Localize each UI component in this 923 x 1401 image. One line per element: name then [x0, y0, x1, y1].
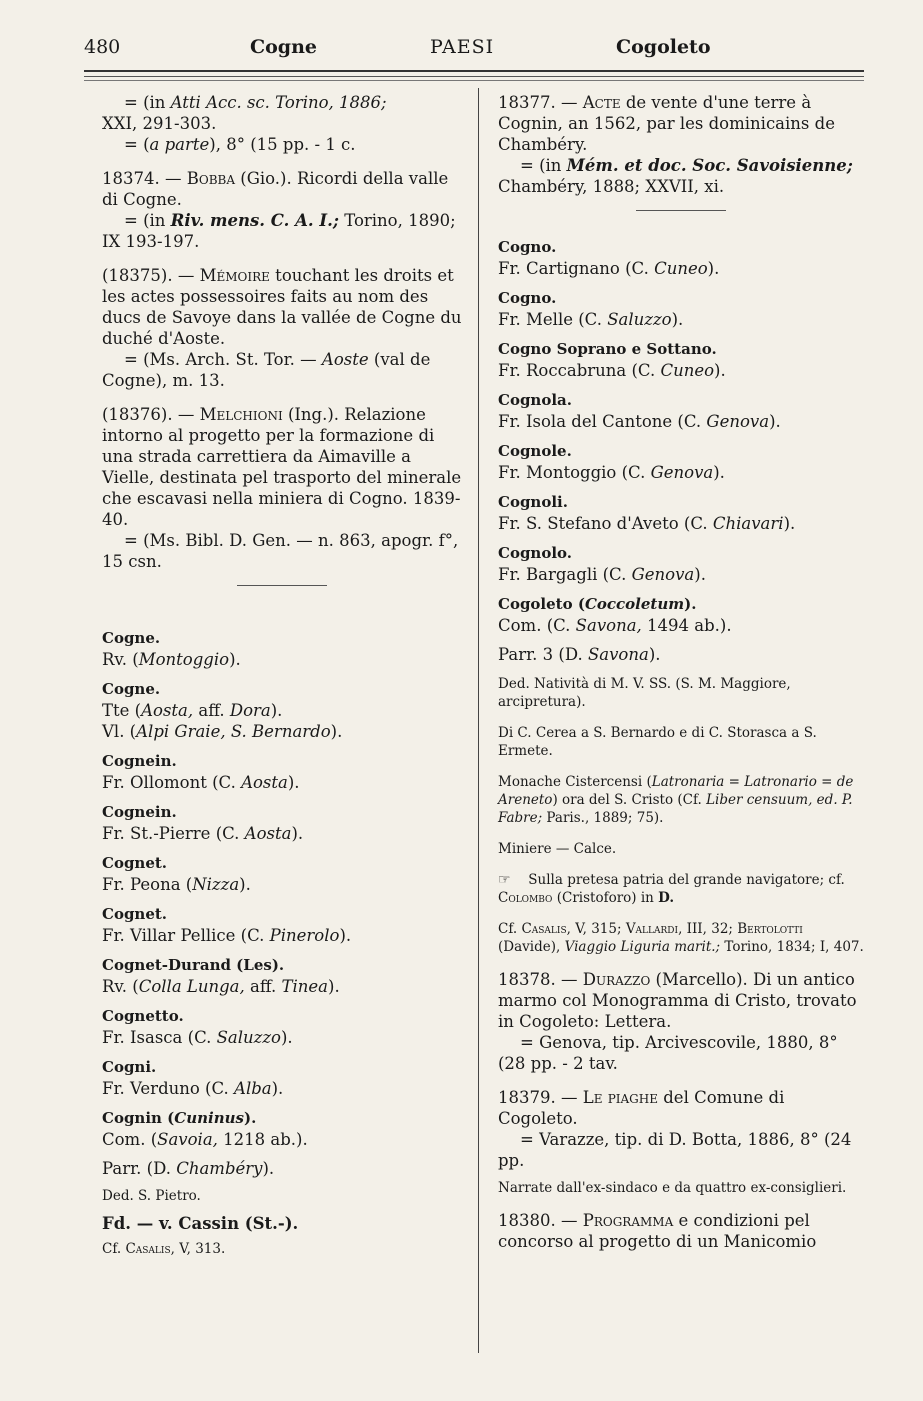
header-rule	[84, 70, 864, 72]
pointing-hand-icon: ☞	[498, 872, 511, 888]
place-entry-cognin: Cognin (Cuninus). Com. (Savoia, 1218 ab.). Parr. (D. Chambéry). Ded. S. Pietro. Fd. — v. Cassin (St.-). Cf. Casalis, V, 313.	[102, 1109, 308, 1257]
header-rule-3	[84, 80, 864, 81]
note-miniere: Miniere — Calce.	[498, 841, 617, 857]
bib-entry-18374: 18374. — Bobba (Gio.). Ricordi della valle di Cogne. = (in Riv. mens. C. A. I.; Torino, 1890; IX 193-197.	[102, 169, 456, 251]
section-separator	[636, 210, 726, 211]
place-entry: Cognet-Durand (Les). Rv. (Colla Lunga, aff. Tinea).	[102, 956, 340, 996]
place-entry: Cogno. Fr. Cartignano (C. Cuneo).	[498, 238, 720, 278]
bib-entry-continuation: = (in Atti Acc. sc. Torino, 1886; XXI, 291-303. = (a parte), 8° (15 pp. - 1 c.	[102, 93, 387, 154]
bib-entry-18375: (18375). — Mémoire touchant les droits et les actes possessoires faits au nom des ducs de Savoye dans la vallée de Cogne du duché d'Aoste. = (Ms. Arch. St. Tor. — Aoste (val de Cogne), m. 13.	[102, 266, 462, 390]
place-entry: Cognole. Fr. Montoggio (C. Genova).	[498, 442, 725, 482]
place-entry: Cognein. Fr. Ollomont (C. Aosta).	[102, 752, 300, 792]
note-localities: Di C. Cerea a S. Bernardo e di C. Storasca a S. Ermete.	[498, 725, 817, 759]
place-entry: Cognoli. Fr. S. Stefano d'Aveto (C. Chiavari).	[498, 493, 796, 533]
center-heading: PAESI	[430, 36, 495, 58]
note-references: Cf. Casalis, V, 315; Vallardi, III, 32; Bertolotti (Davide), Viaggio Liguria marit.; Torino, 1834; I, 407.	[498, 921, 864, 955]
place-entry-cogoleto: Cogoleto (Coccoletum). Com. (C. Savona, 1494 ab.). Parr. 3 (D. Savona).	[498, 595, 732, 664]
note-colombo: ☞ Sulla pretesa patria del grande navigatore; cf. Colombo (Cristoforo) in D.	[498, 872, 845, 906]
note-monache: Monache Cistercensi (Latronaria = Latronario = de Areneto) ora del S. Cristo (Cf. Liber censuum, ed. P. Fabre; Paris., 1889; 75).	[498, 774, 854, 826]
right-column	[498, 92, 864, 1265]
note-dedication: Ded. Natività di M. V. SS. (S. M. Maggiore, arcipretura).	[498, 676, 791, 710]
place-entry: Cogno. Fr. Melle (C. Saluzzo).	[498, 289, 684, 329]
bib-entry-18377: 18377. — Acte de vente d'une terre à Cognin, an 1562, par les dominicains de Chambéry. = (in Mém. et doc. Soc. Savoisienne; Chambéry, 1888; XXVII, xi.	[498, 93, 853, 196]
column-divider	[478, 88, 479, 1353]
place-entry: Cognola. Fr. Isola del Cantone (C. Genova).	[498, 391, 781, 431]
place-entry: Cognein. Fr. St.-Pierre (C. Aosta).	[102, 803, 304, 843]
running-header	[84, 36, 864, 64]
place-entry: Cogne. Tte (Aosta, aff. Dora). Vl. (Alpi Graie, S. Bernardo).	[102, 680, 343, 741]
place-entry: Cogni. Fr. Verduno (C. Alba).	[102, 1058, 284, 1098]
place-entry: Cognetto. Fr. Isasca (C. Saluzzo).	[102, 1007, 293, 1047]
bib-entry-18380: 18380. — Programma e condizioni pel concorso al progetto di un Manicomio	[498, 1211, 817, 1251]
bib-entry-18379: 18379. — Le piaghe del Comune di Cogoleto. = Varazze, tip. di D. Botta, 1886, 8° (24 pp. Narrate dall'ex-sindaco e da quattro ex-consiglieri.	[498, 1088, 852, 1196]
header-rule-2	[84, 76, 864, 77]
left-column	[102, 92, 462, 1267]
place-entry: Cogne. Rv. (Montoggio).	[102, 629, 241, 669]
bib-entry-18376: (18376). — Melchioni (Ing.). Relazione intorno al progetto per la formazione di una strada carrettiera da Aimaville a Vielle, destinata pel trasporto del minerale che escavasi nella miniera di Cogno. 1839-40. = (Ms. Bibl. D. Gen. — n. 863, apogr. f°, 15 csn.	[102, 405, 462, 571]
page-number: 480	[84, 36, 121, 58]
place-entry: Cognet. Fr. Peona (Nizza).	[102, 854, 251, 894]
left-heading: Cogne	[250, 36, 317, 58]
place-entry: Cognolo. Fr. Bargagli (C. Genova).	[498, 544, 706, 584]
section-separator	[237, 585, 327, 586]
place-entry: Cogno Soprano e Sottano. Fr. Roccabruna (C. Cuneo).	[498, 340, 726, 380]
right-heading: Cogoleto	[616, 36, 711, 58]
bib-entry-18378: 18378. — Durazzo (Marcello). Di un antico marmo col Monogramma di Cristo, trovato in Cogoleto: Lettera. = Genova, tip. Arcivescovile, 1880, 8° (28 pp. - 2 tav.	[498, 970, 857, 1073]
place-entry: Cognet. Fr. Villar Pellice (C. Pinerolo).	[102, 905, 352, 945]
